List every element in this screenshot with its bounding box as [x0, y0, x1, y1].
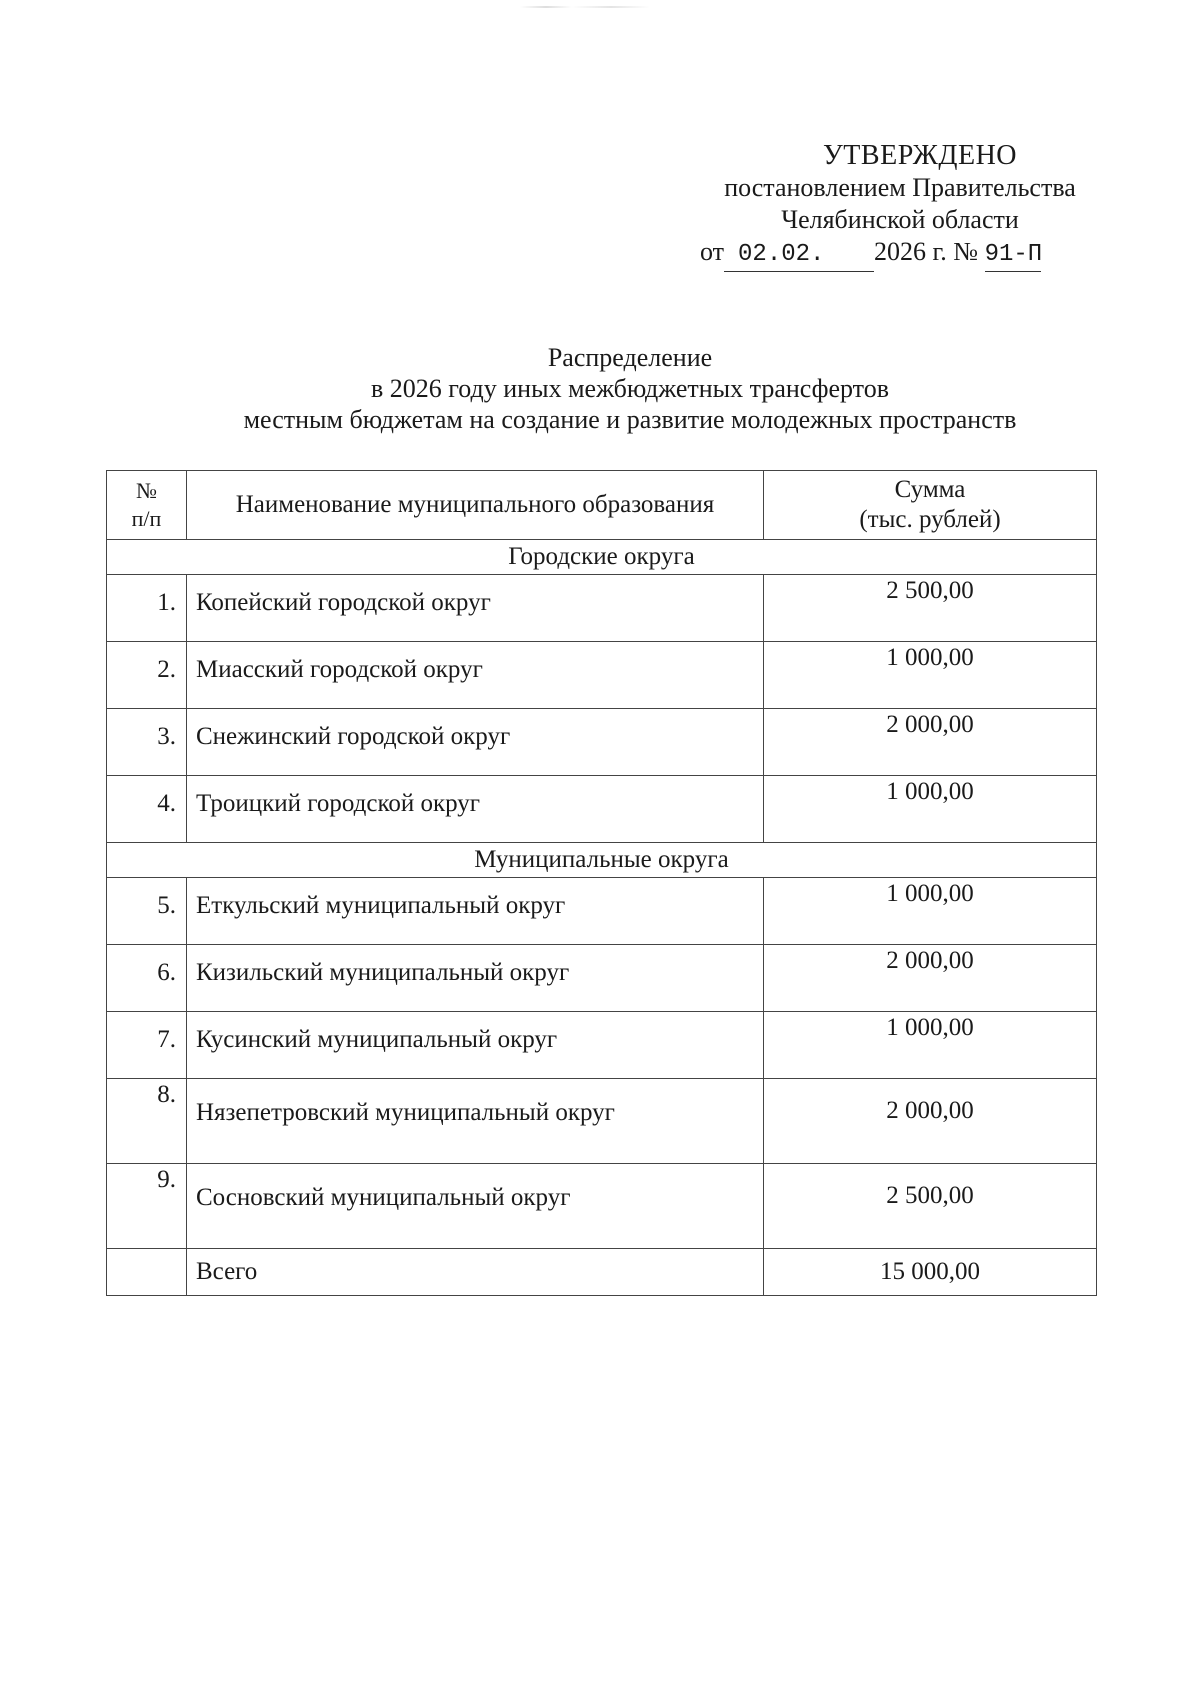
table-row — [107, 709, 1097, 776]
total-label: Всего — [187, 1249, 764, 1296]
section-title-municipal: Муниципальные округа — [107, 843, 1097, 878]
table-row — [107, 642, 1097, 709]
date-typed: 02.02. — [738, 241, 825, 268]
number-typed: 91-П — [984, 241, 1043, 268]
row-sum: 1 000,00 — [764, 878, 1097, 945]
row-sum: 1 000,00 — [764, 776, 1097, 843]
title-line-3: местным бюджетам на создание и развитие молодежных пространств — [243, 405, 1017, 434]
row-name: Еткульский муниципальный округ — [187, 878, 764, 945]
table-row — [107, 945, 1097, 1012]
section-title-urban: Городские округа — [107, 540, 1097, 575]
header-number-symbol: № — [136, 478, 157, 503]
table-row — [107, 1079, 1097, 1164]
row-name: Кизильский муниципальный округ — [187, 945, 764, 1012]
row-name: Миасский городской округ — [187, 642, 764, 709]
approval-stamp-block — [690, 140, 1110, 272]
table-header-row — [107, 471, 1097, 540]
row-number: 8. — [107, 1079, 187, 1164]
header-number — [107, 471, 187, 540]
row-sum: 1 000,00 — [764, 642, 1097, 709]
title-line-1: Распределение — [547, 343, 713, 372]
approval-date-line — [690, 236, 1110, 272]
table-row — [107, 1164, 1097, 1249]
row-number: 3. — [107, 709, 187, 776]
row-number: 7. — [107, 1012, 187, 1079]
table-row — [107, 878, 1097, 945]
row-name: Сосновский муниципальный округ — [187, 1164, 764, 1249]
section-header-row — [107, 843, 1097, 878]
row-name: Копейский городской округ — [187, 575, 764, 642]
header-name: Наименование муниципального образования — [187, 471, 764, 540]
from-prefix: от — [700, 237, 725, 266]
number-blank — [985, 236, 1041, 272]
row-number: 2. — [107, 642, 187, 709]
year-and-number-label: 2026 г. № — [874, 237, 979, 266]
document-title — [100, 342, 1160, 435]
approval-line-government: постановлением Правительства — [724, 173, 1076, 202]
row-name: Нязепетровский муниципальный округ — [187, 1079, 764, 1164]
row-sum: 2 000,00 — [764, 1079, 1097, 1164]
date-blank — [724, 236, 874, 272]
approval-line-region: Челябинской области — [781, 205, 1019, 234]
row-number: 6. — [107, 945, 187, 1012]
row-number: 9. — [107, 1164, 187, 1249]
row-sum: 2 500,00 — [764, 1164, 1097, 1249]
row-sum: 2 000,00 — [764, 945, 1097, 1012]
row-sum: 2 500,00 — [764, 575, 1097, 642]
section-header-row — [107, 540, 1097, 575]
row-number: 1. — [107, 575, 187, 642]
row-name: Троицкий городской округ — [187, 776, 764, 843]
row-sum: 2 000,00 — [764, 709, 1097, 776]
table-row — [107, 575, 1097, 642]
header-number-abbrev: п/п — [131, 506, 162, 531]
total-number-cell — [107, 1249, 187, 1296]
header-sum — [764, 471, 1097, 540]
approved-heading: УТВЕРЖДЕНО — [822, 140, 1018, 171]
row-name: Снежинский городской округ — [187, 709, 764, 776]
row-number: 4. — [107, 776, 187, 843]
distribution-table — [106, 470, 1097, 1296]
row-name: Кусинский муниципальный округ — [187, 1012, 764, 1079]
header-sum-title: Сумма — [894, 476, 966, 503]
header-sum-unit: (тыс. рублей) — [859, 506, 1001, 533]
row-number: 5. — [107, 878, 187, 945]
total-sum: 15 000,00 — [764, 1249, 1097, 1296]
table-row — [107, 1012, 1097, 1079]
total-row — [107, 1249, 1097, 1296]
title-line-2: в 2026 году иных межбюджетных трансфертов — [371, 374, 889, 403]
table-row — [107, 776, 1097, 843]
scan-artifact — [520, 6, 650, 8]
row-sum: 1 000,00 — [764, 1012, 1097, 1079]
